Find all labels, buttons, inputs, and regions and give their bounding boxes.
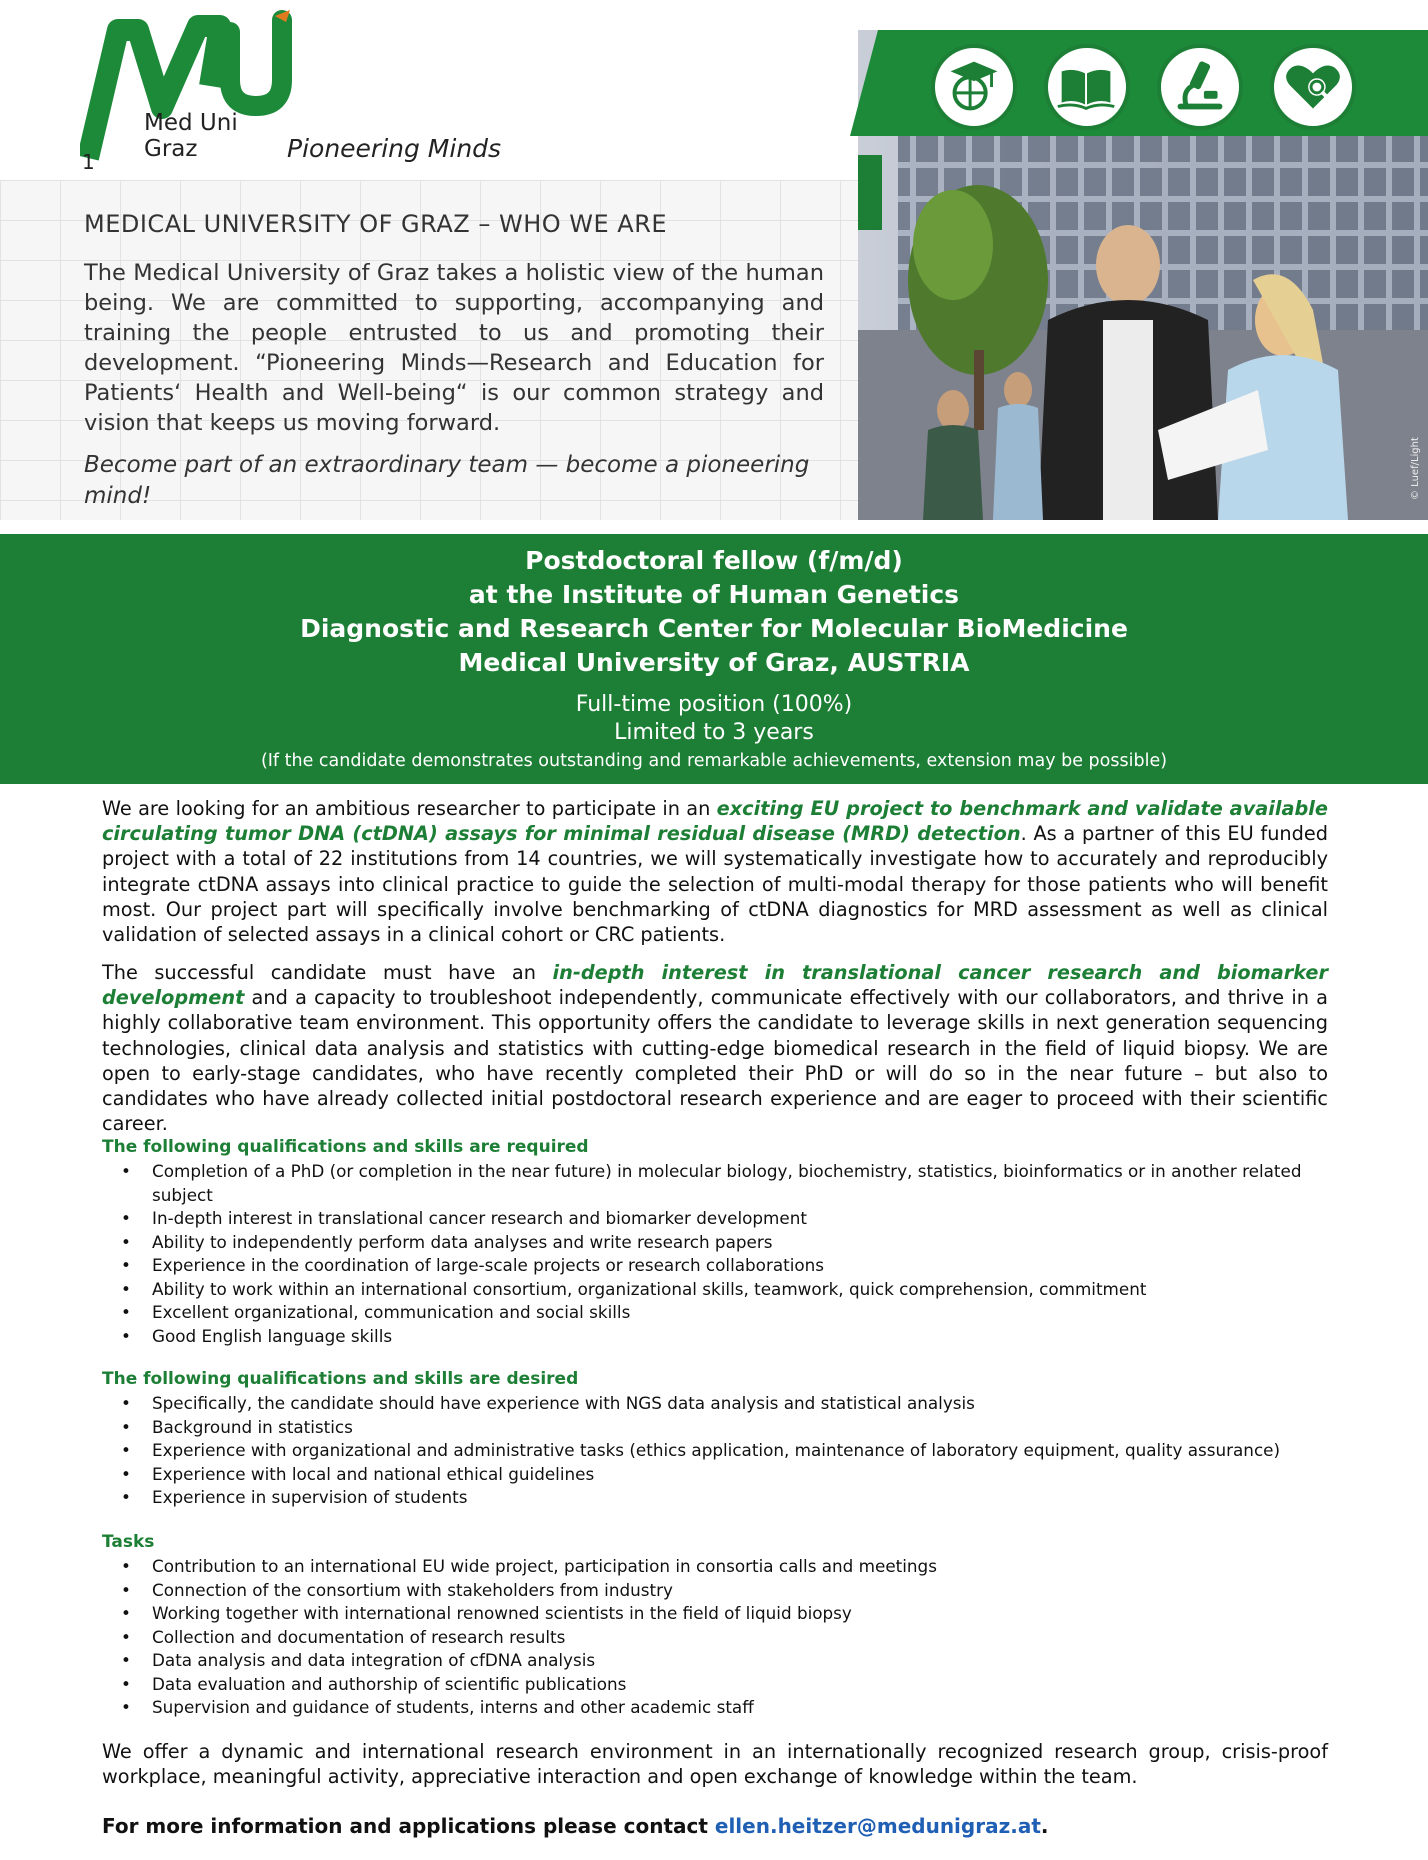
bullet-icon: •: [121, 1440, 131, 1460]
bullet-icon: •: [121, 1231, 131, 1252]
bullet-icon: •: [121, 1255, 131, 1275]
required-item-text: Ability to work within an international consortium, organizational skills, teamwork, quick comprehension, commitment: [152, 1278, 1147, 1299]
logo-line2: Graz: [144, 136, 198, 162]
bullet-icon: •: [121, 1626, 131, 1647]
tasks-item-text: Data evaluation and authorship of scientific publications: [152, 1673, 627, 1694]
required-item-text: Excellent organizational, communication and social skills: [152, 1302, 631, 1322]
tagline: Pioneering Minds: [287, 134, 502, 163]
logo-line1: Med Uni: [144, 110, 238, 136]
bullet-icon: •: [121, 1673, 131, 1694]
graduation-globe-icon: [931, 44, 1017, 130]
para1-text-end: . As a partner of this EU funded project with a total of 22 institutions from 14 countries, we will systematically investigate how to accurately and reproducibly integrate ctDNA assays into clinical practice to guide the selection of multi-modal therapy for those patients who will benefit most. Our project part will specifically involve benchmarking of ctDNA diagnostics for MRD assessment as well as clinical validation of selected assays in a clinical cohort or CRC patients.: [102, 822, 1328, 947]
intro-body: The Medical University of Graz takes a holistic view of the human being. We are committed to supporting, accompanying and training the people entrusted to us and promoting their development. “Pioneering Minds—Research and Education for Patients‘ Health and Well-being“ is our common strategy and vision that keeps us moving forward.: [84, 260, 824, 436]
heart-search-icon: [1270, 44, 1356, 130]
tasks-item: [102, 1649, 1328, 1673]
tasks-item: [102, 1626, 1328, 1650]
desired-item-text: Experience with organizational and administrative tasks (ethics application, maintenance of laboratory equipment, quality assurance): [152, 1440, 1281, 1460]
page-header: [0, 0, 1428, 520]
contact-end: .: [1040, 1814, 1049, 1838]
desired-item: [102, 1463, 1328, 1487]
tasks-item-text: Collection and documentation of research results: [152, 1626, 566, 1647]
desired-item: [102, 1416, 1328, 1440]
university-line: Medical University of Graz, AUSTRIA: [458, 648, 970, 677]
bullet-icon: •: [121, 1463, 131, 1484]
tasks-item: [102, 1579, 1328, 1603]
project-description: [102, 796, 1328, 947]
center-line: Diagnostic and Research Center for Molecular BioMedicine: [300, 614, 1128, 643]
bullet-icon: •: [121, 1161, 131, 1181]
tasks-item: [102, 1696, 1328, 1720]
bullet-icon: •: [121, 1278, 131, 1299]
tasks-heading: Tasks: [102, 1532, 155, 1552]
tasks-item: [102, 1673, 1328, 1697]
open-book-icon: [1044, 44, 1130, 130]
desired-item-text: Specifically, the candidate should have experience with NGS data analysis and statistical analysis: [152, 1393, 975, 1413]
required-item-text: Completion of a PhD (or completion in the near future) in molecular biology, biochemistry, statistics, bioinformatics or in another related subject: [152, 1161, 1302, 1205]
intro-cta: Become part of an extraordinary team — become a pioneering mind!: [84, 452, 810, 509]
required-item-text: Ability to independently perform data analyses and write research papers: [152, 1231, 773, 1252]
bullet-icon: •: [121, 1416, 131, 1437]
tasks-item-text: Data analysis and data integration of cfDNA analysis: [152, 1650, 596, 1670]
tasks-item-text: Connection of the consortium with stakeholders from industry: [152, 1579, 673, 1600]
tasks-list: [102, 1555, 1328, 1720]
desired-item-text: Experience with local and national ethical guidelines: [152, 1463, 595, 1484]
bullet-icon: •: [121, 1603, 131, 1623]
bullet-icon: •: [121, 1393, 131, 1413]
required-item: [102, 1231, 1328, 1255]
bullet-icon: •: [121, 1650, 131, 1670]
position-banner: [0, 534, 1428, 784]
bullet-icon: •: [121, 1579, 131, 1600]
tasks-item-text: Contribution to an international EU wide project, participation in consortia calls and meetings: [152, 1556, 937, 1576]
page-number: 1: [82, 150, 95, 174]
desired-item-text: Background in statistics: [152, 1416, 353, 1437]
tasks-item-text: Supervision and guidance of students, interns and other academic staff: [152, 1697, 754, 1717]
required-skills-list: [102, 1160, 1328, 1348]
contact-label: For more information and applications please contact: [102, 1814, 715, 1838]
bullet-icon: •: [121, 1208, 131, 1228]
microscope-icon: [1157, 44, 1243, 130]
required-item: [102, 1254, 1328, 1278]
para1-text-start: We are looking for an ambitious researcher to participate in an: [102, 797, 717, 820]
desired-item-text: Experience in supervision of students: [152, 1487, 468, 1507]
offer-paragraph: We offer a dynamic and international research environment in an internationally recognized research group, crisis-proof workplace, meaningful activity, appreciative interaction and open exchange of knowledge within the team.: [102, 1740, 1328, 1789]
bullet-icon: •: [121, 1697, 131, 1717]
duration: Limited to 3 years: [614, 720, 814, 745]
tasks-item: [102, 1555, 1328, 1579]
logo-wordmark: [144, 110, 238, 162]
extension-note: (If the candidate demonstrates outstanding and remarkable achievements, extension may be possible): [260, 751, 1168, 771]
required-skills-heading: The following qualifications and skills are required: [102, 1137, 589, 1157]
contact-email-link[interactable]: ellen.heitzer@medunigraz.at: [714, 1814, 1041, 1838]
institute-line: at the Institute of Human Genetics: [468, 580, 960, 609]
required-item: [102, 1325, 1328, 1349]
desired-item: [102, 1439, 1328, 1463]
contact-line: [102, 1814, 1049, 1838]
para2-text-start: The successful candidate must have an: [102, 961, 553, 984]
candidate-description: [102, 960, 1328, 1136]
interest-highlight: in-depth interest in translational cancer research and biomarker development: [102, 961, 1328, 1010]
intro-title: MEDICAL UNIVERSITY OF GRAZ – WHO WE ARE: [84, 210, 668, 238]
required-item-text: In-depth interest in translational cancer research and biomarker development: [152, 1208, 807, 1228]
desired-skills-heading: The following qualifications and skills are desired: [102, 1369, 579, 1389]
desired-skills-list: [102, 1392, 1328, 1510]
project-highlight: exciting EU project to benchmark and validate available circulating tumor DNA (ctDNA) assays for minimal residual disease (MRD) detection: [102, 797, 1328, 846]
desired-item: [102, 1486, 1328, 1510]
bullet-icon: •: [121, 1302, 131, 1322]
required-item: [102, 1278, 1328, 1302]
employment-type: Full-time position (100%): [575, 692, 853, 717]
position-title: Postdoctoral fellow (f/m/d): [525, 546, 903, 575]
required-item-text: Good English language skills: [152, 1325, 393, 1346]
tasks-item: [102, 1602, 1328, 1626]
bullet-icon: •: [121, 1487, 131, 1507]
desired-item: [102, 1392, 1328, 1416]
bullet-icon: •: [121, 1325, 131, 1346]
required-item: [102, 1301, 1328, 1325]
required-item: [102, 1207, 1328, 1231]
photo-credit: © Luef/Light: [1410, 437, 1421, 500]
para2-text-end: and a capacity to troubleshoot independently, communicate effectively with our collaborators, and thrive in a highly collaborative team environment. This opportunity offers the candidate to leverage skills in next generation sequencing technologies, clinical data analysis and statistics with cutting-edge biomedical research in the field of liquid biopsy. We are open to early-stage candidates, who have recently completed their PhD or will do so in the near future – but also to candidates who have already collected initial postdoctoral research experience and are eager to proceed with their scientific career.: [102, 986, 1328, 1136]
tasks-item-text: Working together with international renowned scientists in the field of liquid biopsy: [152, 1603, 852, 1623]
required-item-text: Experience in the coordination of large-scale projects or research collaborations: [152, 1255, 825, 1275]
required-item: [102, 1160, 1328, 1207]
bullet-icon: •: [121, 1556, 131, 1576]
